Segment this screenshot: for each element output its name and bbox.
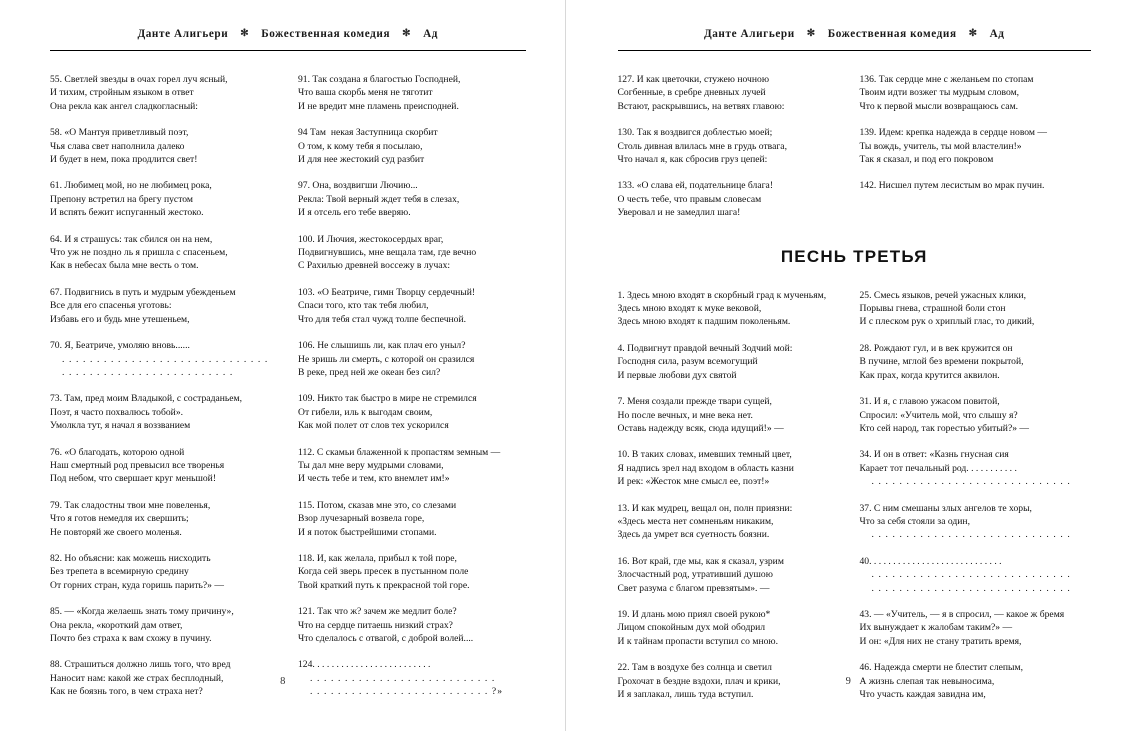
verse-line: Уверовал и не замедлил шага! xyxy=(617,207,741,219)
verse-line: Наносит нам: какой же страх бесплодный, xyxy=(50,672,224,684)
text-column xyxy=(860,289,1076,715)
running-head-title: Божественная комедия xyxy=(827,28,957,40)
stanza xyxy=(298,499,520,539)
verse-line: 10. В таких словах, имевших темный цвет, xyxy=(617,449,792,461)
stanza xyxy=(50,392,272,432)
verse-line: 88. Страшиться должно лишь того, что вред xyxy=(50,659,231,671)
verse-line: Подвигнувшись, мне вещала там, где вечно xyxy=(298,247,477,259)
verse-line: Взор лучезарный возвела горе, xyxy=(298,513,425,525)
verse-line: И я заплакал, лишь туда вступил. xyxy=(617,689,754,700)
stanza xyxy=(50,126,272,166)
verse-line: Свет разума с благом превзятым». — xyxy=(617,582,770,594)
stanza xyxy=(50,499,272,539)
verse-line: Поэт, я часто похвалюсь тобой». xyxy=(50,406,184,418)
running-head-part: Ад xyxy=(989,28,1005,40)
ellipsis-line: . . . . . . . . . . . . . . . . . . . . . . . . . . ?» xyxy=(310,686,504,698)
stanza xyxy=(298,446,520,486)
asterisk-icon: ✻ xyxy=(968,27,978,39)
canto-title: ПЕСНЬ ТРЕТЬЯ xyxy=(780,246,928,266)
verse-line: И он: «Для них не стану тратить время, xyxy=(859,635,1022,647)
verse-line: Как в небесах была мне весть о том. xyxy=(50,260,199,272)
verse-line: Грохочат в бездне вздохи, плач и крики, xyxy=(617,675,781,687)
verse-line: Когда сей зверь пресек в пустынном поле xyxy=(298,566,469,578)
verse-line: 46. Надежда смерти не блестит слепым, xyxy=(859,662,1023,674)
stanza xyxy=(298,126,520,166)
verse-line: 94 Там некая Заступница скорбит xyxy=(298,127,438,139)
verse-line: 40. . . . . . . . . . . . . . . . . . . . . . . . . . . . xyxy=(859,555,1002,567)
verse-line: В реке, пред ней же океан без сил? xyxy=(298,366,441,378)
verse-line: 109. Никто так быстро в мире не стремился xyxy=(298,393,477,405)
verse-line: От горних стран, куда горишь парить?» — xyxy=(50,579,224,591)
verse-line: И я отсель его тебе вверяю. xyxy=(298,207,411,219)
stanza xyxy=(860,555,1076,595)
verse-line: И вспять бежит испуганный жестоко. xyxy=(50,207,204,219)
verse-line: Что на сердце питаешь низкий страх? xyxy=(298,619,453,631)
verse-line: 106. Не слышишь ли, как плач его уныл? xyxy=(298,340,466,352)
verse-line: Здесь мною входят к муке вековой, xyxy=(617,303,762,315)
verse-line: 61. Любимец мой, но не любимец рока, xyxy=(50,180,212,192)
verse-line: 19. И длань мою приял своей рукою* xyxy=(617,608,771,620)
running-head-author: Данте Алигьери xyxy=(703,28,795,40)
asterisk-icon: ✻ xyxy=(240,27,250,39)
verse-line: 67. Подвигнись в путь и мудрым убежденьем xyxy=(50,286,236,298)
header-rule xyxy=(618,50,1092,51)
stanza xyxy=(618,608,834,648)
verse-line: Что уж не поздно ль я пришла с спасеньем, xyxy=(50,247,228,259)
verse-line: Наш смертный род превысил все творенья xyxy=(50,459,225,471)
verse-line: Здесь да умрет вся суетность боязни. xyxy=(617,529,770,541)
stanza xyxy=(50,605,272,645)
verse-line: Лицом спокойным дух мой ободрил xyxy=(617,622,766,634)
verse-line: Оставь надежду всяк, сюда идущий!» — xyxy=(617,422,784,434)
verse-line: Не зришь ли смерть, с которой он сразился xyxy=(298,353,475,365)
verse-line: И для нее жестокий суд разбит xyxy=(298,154,425,166)
verse-line: О честь тебе, что правым словесам xyxy=(617,193,762,205)
verse-line: «Здесь места нет сомненьям никаким, xyxy=(617,515,774,527)
ellipsis-line: . . . . . . . . . . . . . . . . . . . . . . . . . xyxy=(62,366,234,378)
verse-line: Но после вечных, и мне века нет. xyxy=(617,409,753,421)
stanza xyxy=(860,126,1076,166)
verse-line: Спаси того, кто так тебя любил, xyxy=(298,300,429,312)
stanza xyxy=(860,289,1076,329)
stanza xyxy=(618,126,834,166)
stanza xyxy=(298,233,520,273)
stanza xyxy=(860,502,1076,542)
verse-line: Она рекла, «короткий дам ответ, xyxy=(50,619,183,631)
verse-line: 13. И как мудрец, вещал он, полн приязни: xyxy=(617,502,793,514)
stanza xyxy=(860,395,1076,435)
verse-line: 25. Смесь языков, речей ужасных клики, xyxy=(859,289,1027,301)
right-page-top-columns xyxy=(618,73,1092,233)
stanza xyxy=(860,342,1076,382)
verse-line: 22. Там в воздухе без солнца и светил xyxy=(617,662,772,674)
verse-line: Встают, раскрывшись, на ветвях главою: xyxy=(617,100,785,112)
stanza xyxy=(50,446,272,486)
verse-line: И честь тебе и тем, кто внемлет им!» xyxy=(298,473,450,485)
verse-line: 127. И как цветочки, стужею ночною xyxy=(617,74,770,85)
verse-line: 79. Так сладостны твои мне повеленья, xyxy=(50,499,211,511)
verse-line: Что ваша скорбь меня не тяготит xyxy=(298,87,433,99)
verse-line: 130. Так я воздвигся доблестью моей; xyxy=(617,127,773,139)
stanza xyxy=(298,605,520,645)
verse-line: 139. Идем: крепка надежда в сердце новом — xyxy=(859,127,1048,139)
text-column xyxy=(618,289,834,715)
stanza xyxy=(860,179,1076,192)
text-column xyxy=(860,73,1076,233)
verse-line: И к тайнам пропасти вступил со мною. xyxy=(617,635,778,647)
stanza xyxy=(618,342,834,382)
verse-line: 28. Рождают гул, и в век кружится он xyxy=(859,342,1013,354)
stanza xyxy=(618,179,834,219)
ellipsis-line: . . . . . . . . . . . . . . . . . . . . . . . . . . . . . xyxy=(871,476,1071,488)
stanza xyxy=(50,233,272,273)
asterisk-icon: ✻ xyxy=(806,27,816,39)
stanza xyxy=(618,73,834,113)
verse-line: И первые любови дух святой xyxy=(617,369,737,381)
right-page xyxy=(566,0,1131,731)
text-column xyxy=(50,73,272,712)
stanza xyxy=(618,555,834,595)
stanza xyxy=(298,392,520,432)
stanza xyxy=(860,73,1076,113)
verse-line: 76. «О благодать, которою одной xyxy=(50,446,185,458)
verse-line: Их вынуждает к жалобам таким?» — xyxy=(859,622,1013,634)
verse-line: Что за себя стояли за один, xyxy=(859,515,970,527)
verse-line: Избавь его и будь мне утешеньем, xyxy=(50,313,190,325)
verse-line: 121. Так что ж? зачем же медлит боле? xyxy=(298,606,457,618)
verse-line: С Рахилью древней воссежу в лучах: xyxy=(298,260,451,272)
stanza xyxy=(298,73,520,113)
verse-line: 133. «О слава ей, подательнице блага! xyxy=(617,180,774,192)
verse-line: Как мой полет от слов тех ускорился xyxy=(298,420,449,432)
verse-line: Умолкла тут, я начал я воззванием xyxy=(50,420,191,432)
verse-line: Карает тот печальный род. . . . . . . . . . . xyxy=(859,462,1017,474)
verse-line: 31. И я, с главою ужасом повитой, xyxy=(859,396,1000,408)
ellipsis-line: . . . . . . . . . . . . . . . . . . . . . . . . . . . . . xyxy=(871,569,1071,581)
verse-line: Ты дал мне веру мудрыми словами, xyxy=(298,459,444,471)
verse-line: И тихим, стройным языком в ответ xyxy=(50,87,194,99)
verse-line: 43. — «Учитель, — я в спросил, — какое ж бремя xyxy=(859,608,1065,620)
ellipsis-line: . . . . . . . . . . . . . . . . . . . . . . . . . . . xyxy=(310,672,496,684)
verse-line: Что начал я, как сбросив груз цепей: xyxy=(617,154,768,166)
verse-line: Злосчастный род, утративший душою xyxy=(617,569,773,581)
ellipsis-line: . . . . . . . . . . . . . . . . . . . . . . . . . . . . . xyxy=(871,529,1071,541)
verse-line: 124. . . . . . . . . . . . . . . . . . . . . . . . . xyxy=(298,659,431,671)
verse-line: Рекла: Твой верный ждет тебя в слезах, xyxy=(298,193,460,205)
verse-line: Чья слава свет наполнила далеко xyxy=(50,140,185,152)
verse-line: 37. С ним смешаны злых ангелов те хоры, xyxy=(859,502,1032,514)
stanza xyxy=(618,448,834,488)
verse-line: Порывы гнева, страшной боли стон xyxy=(859,303,1006,315)
stanza xyxy=(298,179,520,219)
verse-line: 91. Так создана я благостью Господней, xyxy=(298,74,461,85)
verse-line: О том, к кому тебя я посылаю, xyxy=(298,140,423,152)
verse-line: 103. «О Беатриче, гимн Творцу сердечный! xyxy=(298,286,476,298)
verse-line: Все для его спасенья уготовь: xyxy=(50,300,172,312)
verse-line: В пучине, мглой без времени покрытой, xyxy=(859,356,1024,368)
verse-line: 16. Вот край, где мы, как я сказал, узрим xyxy=(617,555,784,567)
stanza xyxy=(298,286,520,326)
verse-line: А жизнь слепая так невыносима, xyxy=(859,675,995,687)
stanza xyxy=(50,339,272,379)
verse-line: 34. И он в ответ: «Казнь гнусная сия xyxy=(859,449,1009,461)
stanza xyxy=(618,395,834,435)
running-head-author: Данте Алигьери xyxy=(137,28,229,40)
verse-line: Согбенные, в сребре дневных лучей xyxy=(617,87,766,99)
verse-line: Препону встретил на брегу пустом xyxy=(50,193,193,205)
verse-line: 85. — «Когда желаешь знать тому причину», xyxy=(50,606,234,618)
page-number-left: 8 xyxy=(280,676,286,687)
verse-line: Кто сей народ, так горестью убитый?» — xyxy=(859,422,1030,434)
verse-line: 64. И я страшусь: так сбился он на нем, xyxy=(50,233,213,245)
running-head-right xyxy=(618,26,1092,42)
stanza xyxy=(50,179,272,219)
verse-line: 70. Я, Беатриче, умоляю вновь...... xyxy=(50,340,190,352)
verse-line: 7. Меня создали прежде твари сущей, xyxy=(617,396,772,408)
verse-line: 136. Так сердце мне с желаньем по стопам xyxy=(859,74,1034,85)
verse-line: Что я готов немедля их свершить; xyxy=(50,513,189,525)
verse-line: И не вредит мне пламень преисподней. xyxy=(298,100,459,112)
verse-line: 100. И Лючия, жестокосердых враг, xyxy=(298,233,444,245)
verse-line: От гибели, иль к выгодам своим, xyxy=(298,406,433,418)
verse-line: 73. Там, пред моим Владыкой, с состраданьем, xyxy=(50,393,243,405)
ellipsis-line: . . . . . . . . . . . . . . . . . . . . . . . . . . . . . xyxy=(871,582,1071,594)
verse-line: 97. Она, воздвигши Лючию... xyxy=(298,180,418,192)
header-rule xyxy=(50,50,526,51)
verse-line: 115. Потом, сказав мне это, со слезами xyxy=(298,499,457,511)
verse-line: И будет в нем, пока продлится свет! xyxy=(50,154,198,166)
verse-line: Так я сказал, и под его покровом xyxy=(859,154,994,166)
verse-line: Что для тебя стал чужд толпе беспечной. xyxy=(298,313,467,325)
verse-line: 58. «О Мантуя приветливый поэт, xyxy=(50,127,189,139)
verse-line: 82. Но объясни: как можешь нисходить xyxy=(50,552,211,564)
asterisk-icon: ✻ xyxy=(402,27,412,39)
right-page-bottom-columns xyxy=(618,289,1092,715)
text-column xyxy=(298,73,520,712)
stanza xyxy=(618,289,834,329)
running-head-part: Ад xyxy=(423,28,439,40)
page-number-right: 9 xyxy=(845,676,851,687)
stanza xyxy=(860,608,1076,648)
ellipsis-line: . . . . . . . . . . . . . . . . . . . . . . . . . . . . . . xyxy=(62,353,269,365)
verse-line: Столь дивная влилась мне в грудь отвага, xyxy=(617,140,787,152)
verse-line: Что сделалось с отвагой, с доброй волей.... xyxy=(298,633,474,644)
verse-line: Что к первой мысли возвращаюсь сам. xyxy=(859,100,1019,112)
stanza xyxy=(50,286,272,326)
stanza xyxy=(618,502,834,542)
verse-line: Я надпись зрел над входом в область казни xyxy=(617,462,794,474)
verse-line: Почто без страха к вам схожу в пучину. xyxy=(50,633,212,644)
verse-line: 1. Здесь мною входят в скорбный град к мученьям, xyxy=(617,289,827,301)
stanza xyxy=(298,552,520,592)
verse-line: Она рекла как ангел сладкогласный: xyxy=(50,100,198,112)
stanza xyxy=(860,448,1076,488)
left-page-columns xyxy=(50,73,526,712)
verse-line: Под небом, что свершает круг меньшой! xyxy=(50,473,217,485)
verse-line: Не повторяй же своего моленья. xyxy=(50,526,182,538)
verse-line: Здесь мною входят к падшим поколеньям. xyxy=(617,316,791,328)
verse-line: 118. И, как желала, прибыл к той поре, xyxy=(298,552,457,564)
verse-line: Как прах, когда крутится аквилон. xyxy=(859,369,1000,381)
text-column xyxy=(618,73,834,233)
verse-line: И рек: «Жесток мне смысл ее, поэт!» xyxy=(617,476,770,488)
verse-line: 4. Подвигнут правдой вечный Зодчий мой: xyxy=(617,342,793,354)
verse-line: Твой краткий путь к прекрасной той горе. xyxy=(298,579,470,591)
verse-line: Что участь каждая завидна им, xyxy=(859,689,986,700)
running-head-title: Божественная комедия xyxy=(261,28,391,40)
verse-line: Как не боязнь того, в чем страха нет? xyxy=(50,686,203,698)
verse-line: 142. Нисшел путем лесистым во мрак пучин. xyxy=(859,180,1045,192)
verse-line: И я поток быстрейшими стопами. xyxy=(298,526,437,538)
stanza xyxy=(298,339,520,379)
verse-line: Без трепета в всемирную средину xyxy=(50,566,189,578)
stanza xyxy=(50,73,272,113)
stanza xyxy=(50,552,272,592)
verse-line: И с плеском рук о хриплый глас, то дикий, xyxy=(859,316,1035,328)
verse-line: 55. Светлей звезды в очах горел луч ясный, xyxy=(50,74,228,85)
verse-line: Господня сила, разум всемогущий xyxy=(617,356,758,368)
verse-line: Спросил: «Учитель мой, что слышу я? xyxy=(859,409,1018,421)
running-head-left xyxy=(50,26,526,42)
verse-line: Ты вождь, учитель, ты мой властелин!» xyxy=(859,140,1022,152)
verse-line: Твоим идти возжег ты мудрым словом, xyxy=(859,87,1020,99)
verse-line: 112. С скамьи блаженной к пропастям земным — xyxy=(298,446,501,458)
